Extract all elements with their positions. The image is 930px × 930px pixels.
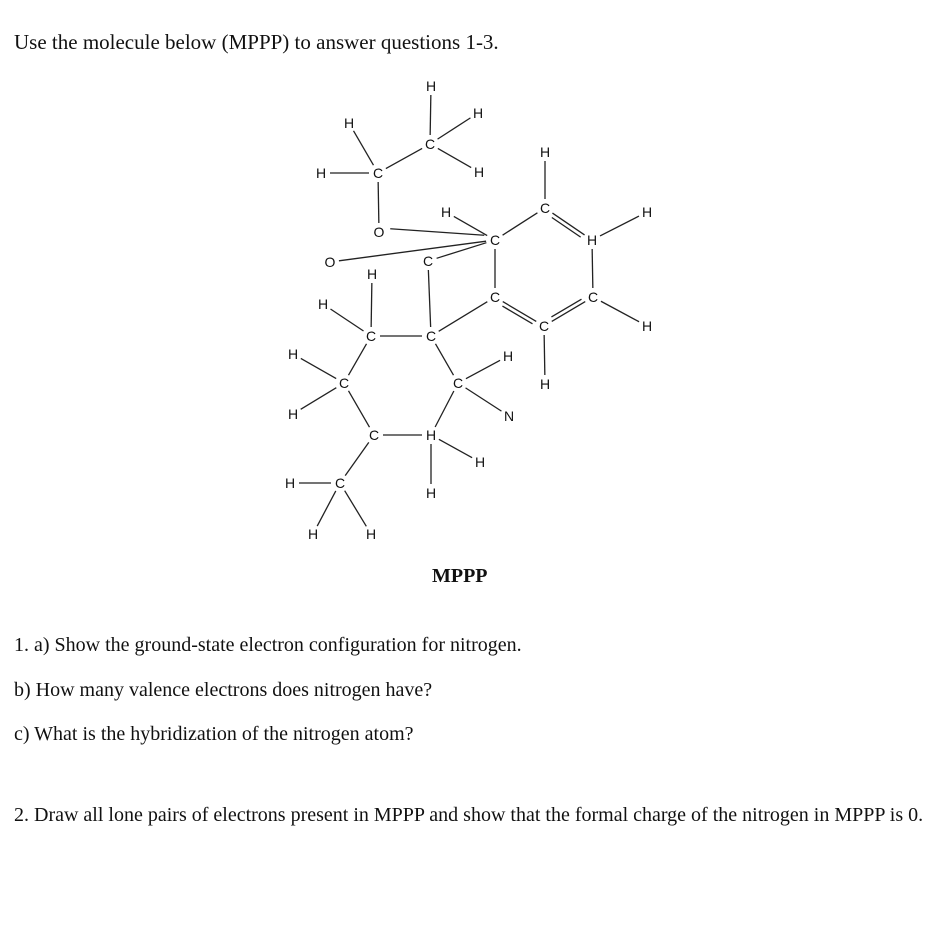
molecule-label: MPPP bbox=[432, 565, 488, 587]
bond-line bbox=[371, 283, 372, 327]
bond-line bbox=[601, 301, 639, 321]
carbon-atom-label: C bbox=[338, 375, 350, 391]
nitrogen-atom-label: N bbox=[503, 408, 515, 424]
carbon-atom-label: C bbox=[425, 328, 437, 344]
bond-line bbox=[438, 118, 471, 139]
carbon-atom-label: C bbox=[539, 200, 551, 216]
carbon-atom-label: C bbox=[424, 136, 436, 152]
carbon-atom-label: C bbox=[422, 253, 434, 269]
carbon-atom-label: C bbox=[489, 289, 501, 305]
hydrogen-atom-label: H bbox=[307, 526, 319, 542]
bond-line bbox=[345, 442, 369, 475]
bond-line bbox=[503, 213, 538, 235]
carbon-atom-label: C bbox=[538, 318, 550, 334]
bond-line bbox=[552, 302, 586, 322]
bond-line bbox=[592, 249, 593, 288]
intro-text: Use the molecule below (MPPP) to answer questions 1-3. bbox=[14, 30, 499, 54]
bond-line bbox=[354, 131, 374, 165]
bond-line bbox=[330, 309, 363, 331]
bond-line bbox=[428, 270, 430, 327]
hydrogen-atom-label: H bbox=[287, 406, 299, 422]
bond-line bbox=[430, 95, 431, 135]
hydrogen-atom-label: H bbox=[366, 266, 378, 282]
bond-line bbox=[544, 335, 545, 375]
bond-line bbox=[503, 302, 537, 322]
hydrogen-atom-label: H bbox=[365, 526, 377, 542]
bond-line bbox=[466, 388, 502, 411]
question-2: 2. Draw all lone pairs of electrons present in MPPP and show that the formal charge of the nitrogen in MPPP is 0. bbox=[14, 804, 924, 826]
bond-line bbox=[454, 216, 487, 235]
hydrogen-atom-label: H bbox=[502, 348, 514, 364]
double-bond-line bbox=[390, 229, 484, 235]
hydrogen-atom-label: H bbox=[473, 164, 485, 180]
hydrogen-atom-label: H bbox=[425, 485, 437, 501]
carbon-atom-label: C bbox=[452, 375, 464, 391]
question-1a: 1. a) Show the ground-state electron configuration for nitrogen. bbox=[14, 634, 522, 656]
double-bond-line bbox=[551, 299, 581, 317]
oxygen-atom-label: O bbox=[373, 224, 385, 240]
bond-line bbox=[301, 388, 337, 410]
hydrogen-atom-label: H bbox=[343, 115, 355, 131]
question-1c: c) What is the hybridization of the nitrogen atom? bbox=[14, 723, 414, 745]
hydrogen-atom-label: H bbox=[586, 232, 598, 248]
hydrogen-atom-label: H bbox=[641, 318, 653, 334]
bond-line bbox=[439, 439, 472, 457]
hydrogen-atom-label: H bbox=[474, 454, 486, 470]
bond-line bbox=[600, 216, 639, 236]
double-bond-line bbox=[502, 306, 532, 324]
bond-line bbox=[435, 344, 453, 375]
carbon-atom-label: C bbox=[334, 475, 346, 491]
carbon-atom-label: C bbox=[368, 427, 380, 443]
bond-line bbox=[378, 182, 379, 223]
bond-line bbox=[348, 391, 369, 427]
carbon-atom-label: C bbox=[489, 232, 501, 248]
hydrogen-atom-label: H bbox=[539, 376, 551, 392]
bond-line bbox=[466, 360, 500, 378]
bond-line bbox=[345, 491, 367, 527]
bond-line bbox=[439, 302, 488, 332]
hydrogen-atom-label: H bbox=[425, 78, 437, 94]
bond-line bbox=[301, 358, 336, 378]
hydrogen-atom-label: H bbox=[287, 346, 299, 362]
bond-line bbox=[339, 241, 486, 261]
question-1b: b) How many valence electrons does nitrogen have? bbox=[14, 679, 433, 701]
hydrogen-atom-label: H bbox=[425, 427, 437, 443]
bond-line bbox=[438, 148, 471, 167]
hydrogen-atom-label: H bbox=[539, 144, 551, 160]
hydrogen-atom-label: H bbox=[284, 475, 296, 491]
bond-line bbox=[386, 148, 422, 168]
hydrogen-atom-label: H bbox=[315, 165, 327, 181]
hydrogen-atom-label: H bbox=[317, 296, 329, 312]
oxygen-atom-label: O bbox=[324, 254, 336, 270]
bond-line bbox=[317, 491, 336, 526]
bond-line bbox=[348, 344, 366, 375]
carbon-atom-label: C bbox=[372, 165, 384, 181]
hydrogen-atom-label: H bbox=[472, 105, 484, 121]
carbon-atom-label: C bbox=[587, 289, 599, 305]
bond-line bbox=[552, 213, 584, 235]
carbon-atom-label: C bbox=[365, 328, 377, 344]
double-bond-line bbox=[552, 217, 581, 237]
hydrogen-atom-label: H bbox=[641, 204, 653, 220]
bond-line bbox=[435, 391, 454, 427]
hydrogen-atom-label: H bbox=[440, 204, 452, 220]
